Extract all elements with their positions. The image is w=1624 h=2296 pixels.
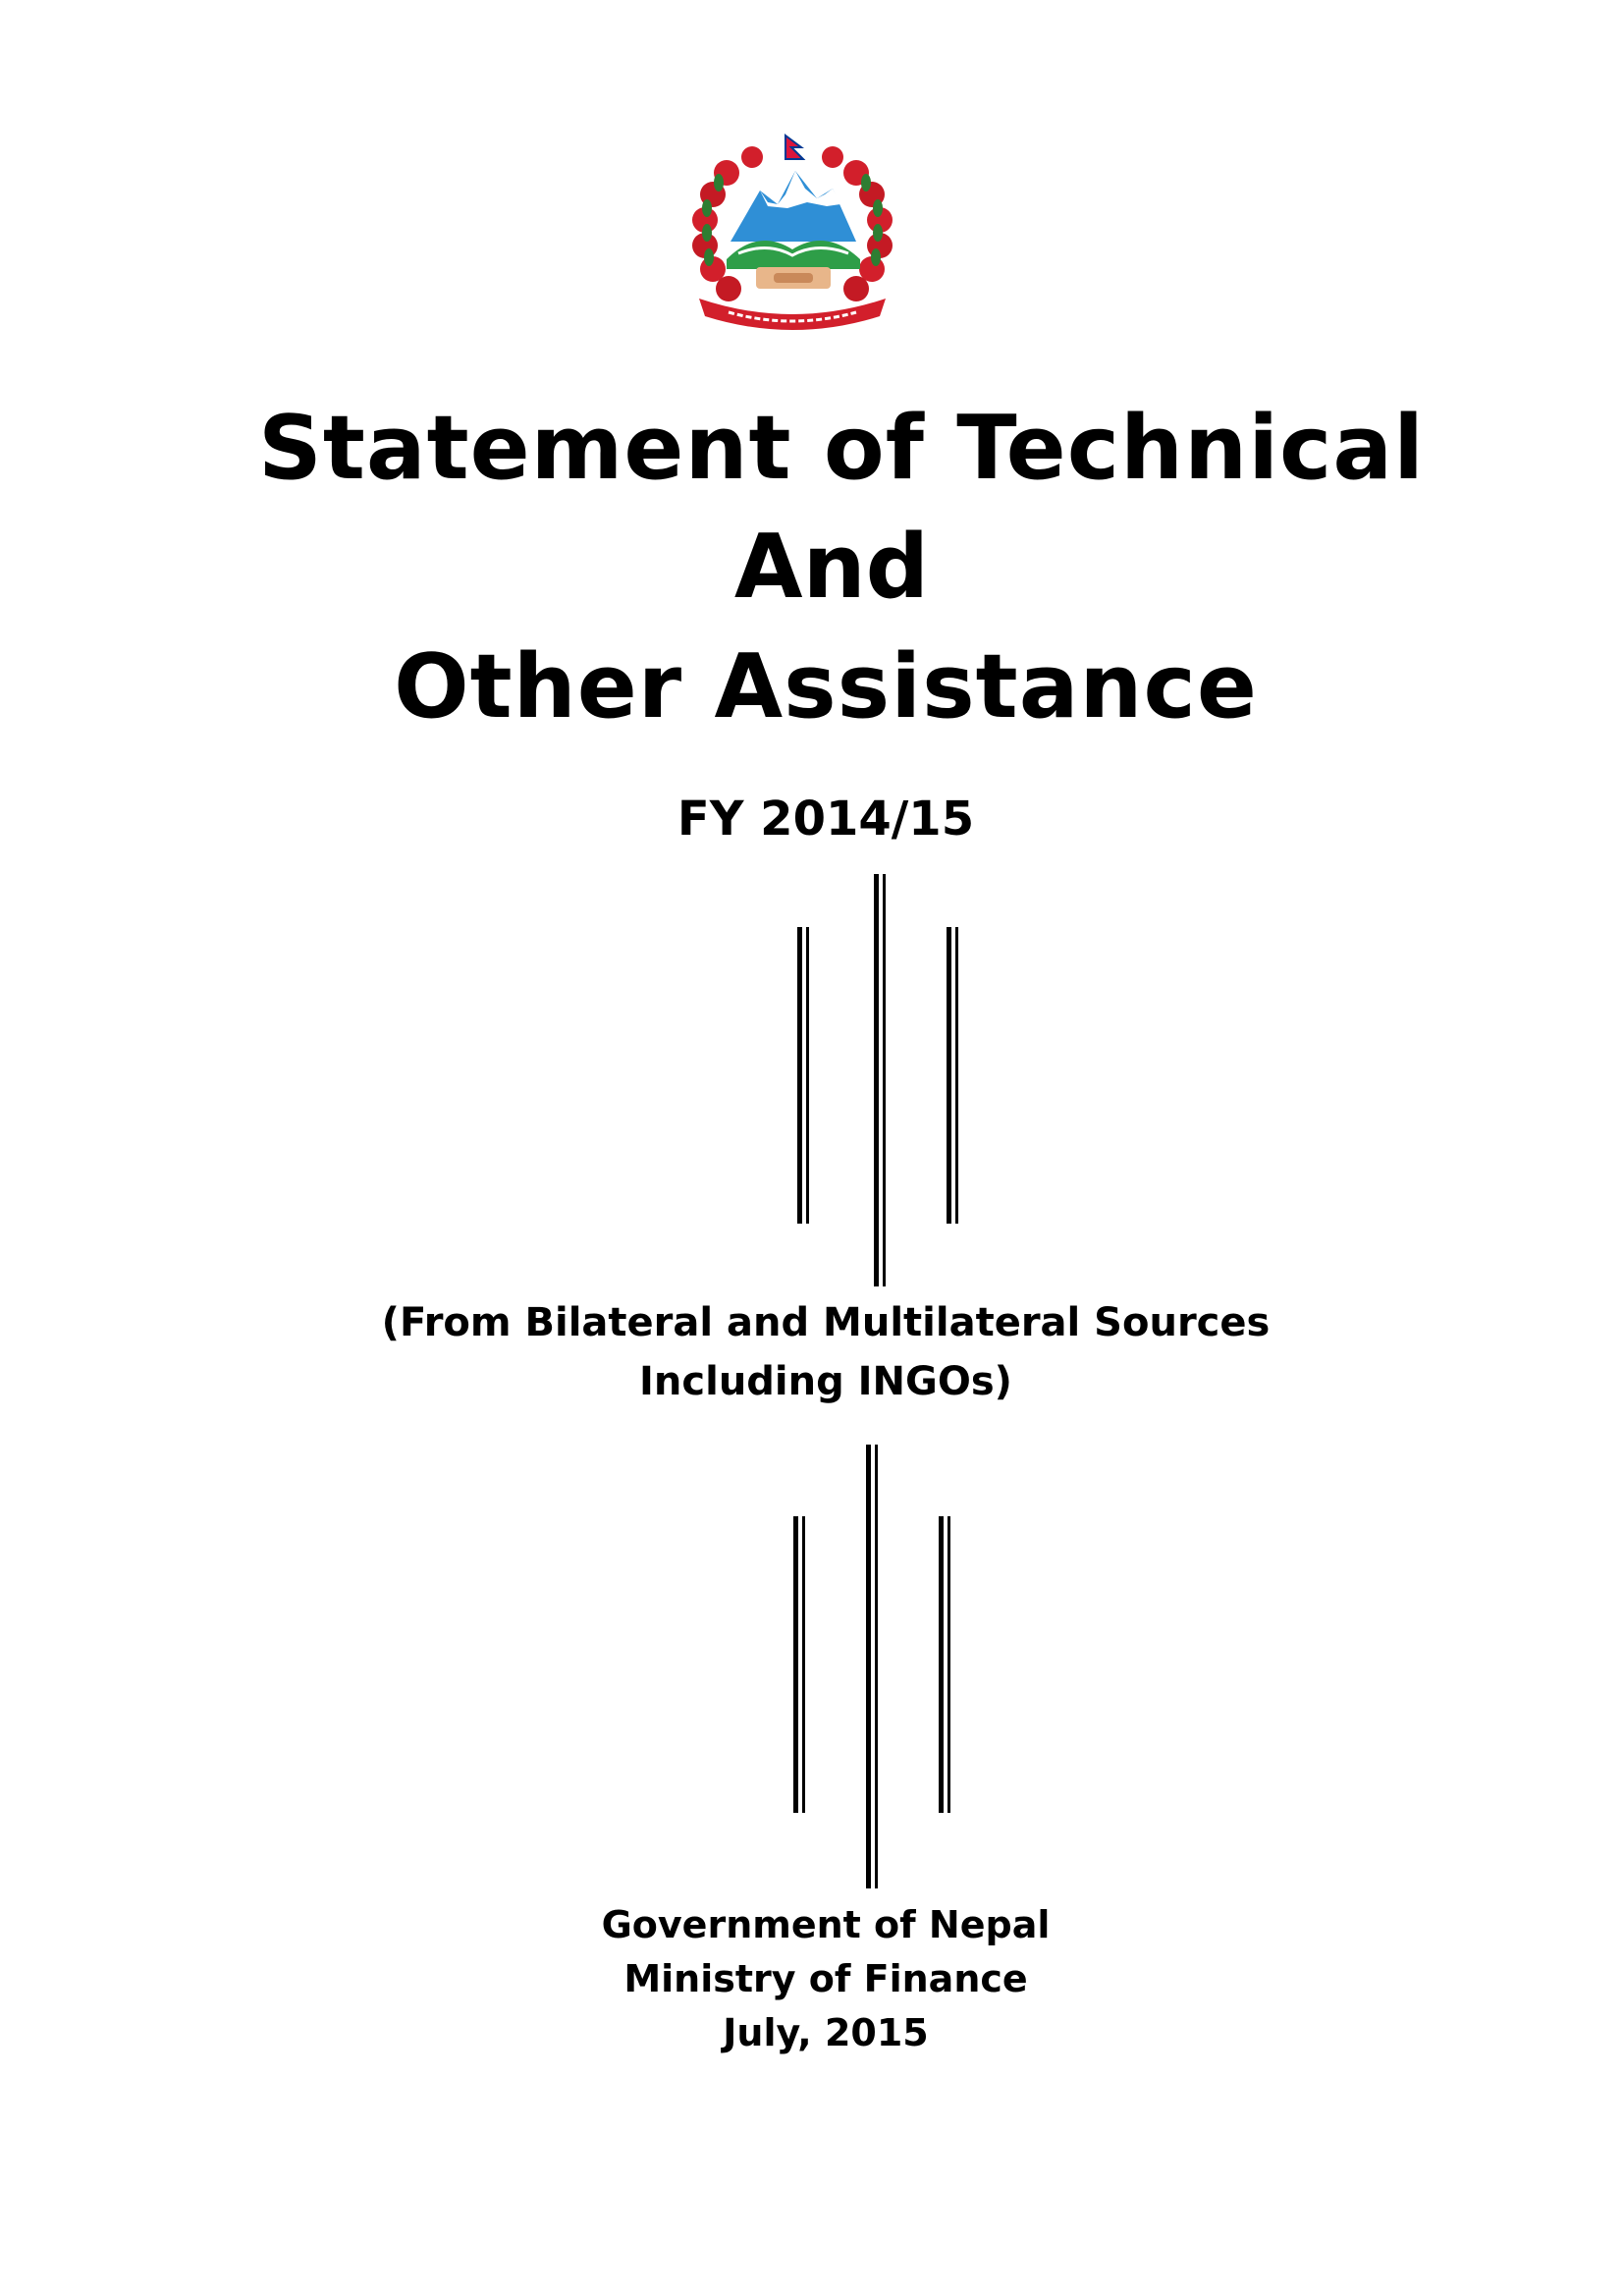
decorative-bar bbox=[793, 1516, 805, 1813]
sources-note bbox=[14, 1293, 1624, 1411]
mountain-icon bbox=[731, 171, 856, 242]
title-line-1: Statement of Technical bbox=[258, 397, 1425, 500]
sources-line-1: (From Bilateral and Multilateral Sources bbox=[381, 1300, 1271, 1345]
handshake-icon bbox=[756, 267, 831, 289]
decorative-bar bbox=[797, 927, 809, 1224]
publication-date: July, 2015 bbox=[723, 2011, 929, 2054]
flag-icon bbox=[785, 136, 803, 159]
hills-icon bbox=[727, 241, 860, 269]
sources-line-2: Including INGOs) bbox=[639, 1359, 1012, 1404]
decorative-bar bbox=[866, 1445, 878, 1888]
decorative-bar bbox=[939, 1516, 950, 1813]
fiscal-year: FY 2014/15 bbox=[677, 792, 975, 847]
decorative-bar bbox=[947, 927, 958, 1224]
government-name: Government of Nepal bbox=[601, 1903, 1051, 1946]
decorative-bar bbox=[874, 874, 886, 1286]
publisher-block bbox=[14, 1898, 1624, 2060]
ministry-name: Ministry of Finance bbox=[623, 1957, 1028, 2000]
nepal-coat-of-arms-icon bbox=[670, 134, 915, 338]
motto-ribbon bbox=[699, 299, 886, 330]
title-line-3: Other Assistance bbox=[394, 635, 1258, 738]
title-line-2: And bbox=[733, 516, 930, 619]
